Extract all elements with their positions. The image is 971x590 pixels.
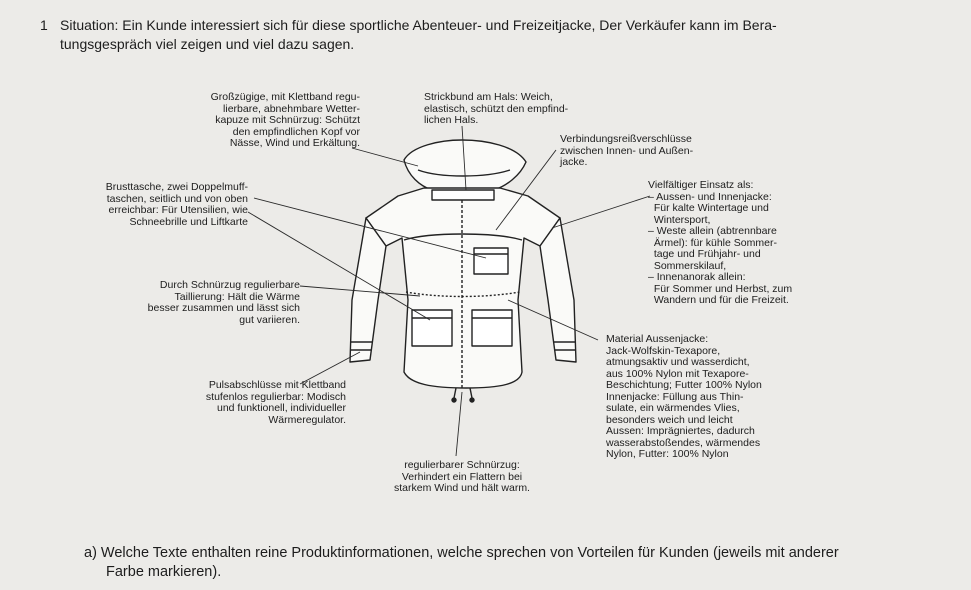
question-line-1: a) Welche Texte enthalten reine Produktinformationen, welche sprechen von Vorteilen für Kunden (jeweils mit anderer [84, 545, 839, 561]
annotation-waist: Durch Schnürzug regulierbare Taillierung: Hält die Wärme besser zusammen und lässt sich gut variieren. [147, 279, 300, 326]
leader-hem [456, 392, 462, 456]
annotation-material: Material Aussenjacke: Jack-Wolfskin-Texapore, atmungsaktiv und wasserdicht, aus 100% Nylon mit Texapore- Beschichtung; Futter 100% Nylon Innenjacke: Füllung aus Thin- sulate, ein wärmendes Vlies, besonders weich und leicht Aussen: Imprägniertes, dadurch wasserabstoßendes, wärmendes Nylon, Futter: 100% Nylon [606, 333, 762, 460]
task-number: 1 [40, 17, 48, 33]
jacket-illustration-icon [350, 140, 576, 402]
situation-line-2: tungsgespräch viel zeigen und viel dazu sagen. [60, 36, 355, 52]
annotation-pockets: Brusttasche, zwei Doppelmuff- taschen, seitlich und von oben erreichbar: Für Utensilien, wie Schneebrille und Liftkarte [105, 181, 248, 228]
question-a [84, 544, 904, 582]
question-line-2: Farbe markieren). [106, 564, 222, 580]
annotation-collar: Strickbund am Hals: Weich, elastisch, schützt den empfind- lichen Hals. [424, 91, 569, 126]
annotation-hood: Großzügige, mit Klettband regu- lierbare, abnehmbare Wetter- kapuze mit Schnürzug: Schützt den empfindlichen Kopf vor Nässe, Wind und Erkältung. [210, 91, 360, 149]
annotation-zipper: Verbindungsreißverschlüsse zwischen Innen- und Außen- jacke. [560, 133, 694, 168]
situation-line-1: Situation: Ein Kunde interessiert sich für diese sportliche Abenteuer- und Freizeitjacke, Der Verkäufer kann im Bera- [60, 17, 777, 33]
annotation-cuffs: Pulsabschlüsse mit Klettband stufenlos regulierbar: Modisch und funktionell, individueller Wärmeregulator. [205, 379, 346, 426]
annotation-hem: regulierbarer Schnürzug: Verhindert ein Flattern bei starkem Wind und hält warm. [394, 459, 530, 494]
annotation-versatile: Vielfältiger Einsatz als: – Aussen- und Innenjacke: Für kalte Wintertage und Wintersport, – Weste allein (abtrennbare Ärmel): für kühle Sommer- tage und Frühjahr- und Sommerskilauf, – Innenanorak allein: Für Sommer und Herbst, zum Wandern und für die Freizeit. [648, 179, 793, 306]
leader-versatile [552, 196, 650, 228]
